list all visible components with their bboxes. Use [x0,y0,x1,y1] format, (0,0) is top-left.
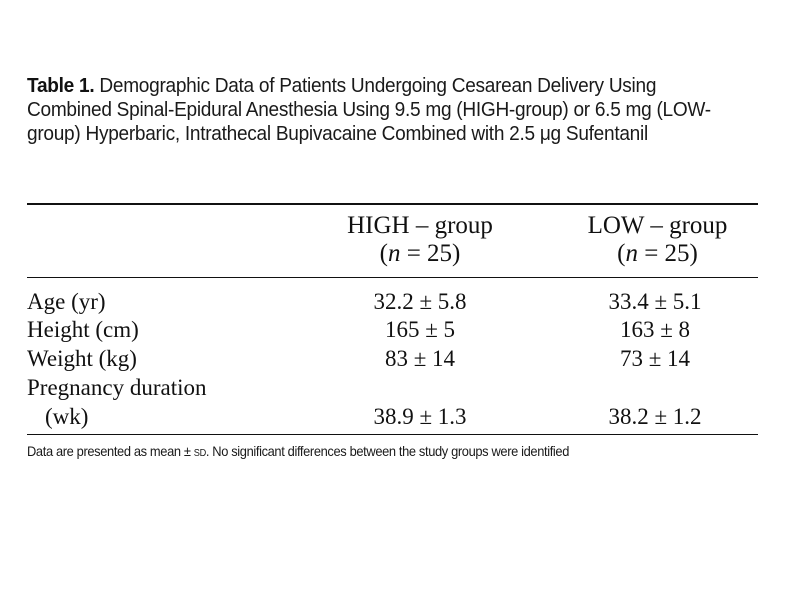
row-label-age: Age (yr) [27,289,106,314]
row-label-height: Height (cm) [27,317,139,342]
column-header-high-name: HIGH – group [347,212,493,239]
table-bottom-rule [27,434,758,435]
column-header-low-group [545,212,770,268]
table-caption-label: Table 1. [27,74,95,97]
row-label-pregnancy-duration-unit: (wk) [45,404,89,429]
column-header-high-n: (n = 25) [379,240,461,267]
cell-pregnancy-low: 38.2 ± 1.2 [608,404,702,429]
cell-age-high: 32.2 ± 5.8 [373,289,467,314]
cell-weight-high: 83 ± 14 [384,346,456,371]
table-footnote: Data are presented as mean ± sd. No significant differences between the study groups were identified [27,443,570,459]
cell-height-low: 163 ± 8 [619,317,691,342]
cell-pregnancy-high: 38.9 ± 1.3 [373,404,467,429]
table-header-rule [27,277,758,278]
row-label-weight: Weight (kg) [27,346,137,371]
column-header-low-name: LOW – group [587,212,728,239]
column-header-low-n: (n = 25) [617,240,698,267]
cell-weight-low: 73 ± 14 [619,346,691,371]
table-caption [27,74,715,146]
table-caption-text: Demographic Data of Patients Undergoing Cesarean Delivery Using Combined Spinal-Epidural Anesthesia Using 9.5 mg (HIGH-group) or 6.5 mg (LOW-group) Hyperbaric, Intrathecal Bupivacaine Combined with 2.5 μg Sufentanil [27,74,711,145]
row-label-pregnancy-duration: Pregnancy duration [27,375,207,400]
cell-height-high: 165 ± 5 [384,317,456,342]
table-top-rule [27,203,758,205]
cell-age-low: 33.4 ± 5.1 [608,289,702,314]
column-header-high-group [305,212,535,268]
